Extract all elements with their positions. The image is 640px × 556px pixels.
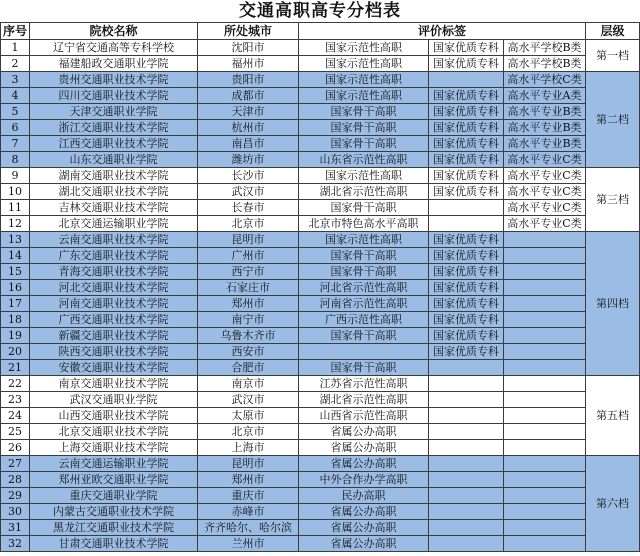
label-high-level: 高水平专业B类 — [504, 136, 586, 152]
row-number: 28 — [1, 472, 30, 488]
tier-cell: 第五档 — [586, 376, 640, 456]
label-quality: 国家优质专科 — [429, 280, 504, 296]
city-name: 兰州市 — [198, 536, 299, 552]
city-name: 福州市 — [198, 56, 299, 72]
city-name: 天津市 — [198, 104, 299, 120]
label-level: 国家骨干高职 — [299, 248, 429, 264]
table-row — [1, 488, 640, 504]
school-name: 新疆交通职业技术学院 — [30, 328, 198, 344]
header-no: 序号 — [1, 23, 30, 40]
label-high-level: 高水平专业C类 — [504, 168, 586, 184]
row-number: 2 — [1, 56, 30, 72]
label-quality: 国家优质专科 — [429, 120, 504, 136]
label-high-level — [504, 376, 586, 392]
label-quality — [429, 200, 504, 216]
school-name: 内蒙古交通职业技术学院 — [30, 504, 198, 520]
label-high-level — [504, 232, 586, 248]
table-row — [1, 40, 640, 56]
label-level: 省属公办高职 — [299, 424, 429, 440]
label-quality: 国家优质专科 — [429, 264, 504, 280]
label-quality — [429, 408, 504, 424]
school-name: 山西交通职业技术学院 — [30, 408, 198, 424]
school-name: 湖北交通职业技术学院 — [30, 184, 198, 200]
table-row — [1, 136, 640, 152]
label-level: 民办高职 — [299, 488, 429, 504]
table-row — [1, 360, 640, 376]
label-quality — [429, 72, 504, 88]
label-high-level — [504, 248, 586, 264]
row-number: 6 — [1, 120, 30, 136]
tier-cell: 第二档 — [586, 72, 640, 168]
label-high-level — [504, 312, 586, 328]
label-level: 河北省示范性高职 — [299, 280, 429, 296]
school-name: 河南交通职业技术学院 — [30, 296, 198, 312]
label-level: 广西示范性高职 — [299, 312, 429, 328]
row-number: 30 — [1, 504, 30, 520]
table-row — [1, 184, 640, 200]
table-row — [1, 312, 640, 328]
header-tier: 层级 — [586, 23, 640, 40]
label-quality: 国家优质专科 — [429, 296, 504, 312]
school-name: 黑龙江交通职业技术学院 — [30, 520, 198, 536]
label-quality — [429, 472, 504, 488]
label-high-level — [504, 472, 586, 488]
school-name: 南京交通职业技术学院 — [30, 376, 198, 392]
tier-table — [0, 22, 640, 552]
label-high-level: 高水平专业C类 — [504, 184, 586, 200]
city-name: 长春市 — [198, 200, 299, 216]
school-name: 江西交通职业技术学院 — [30, 136, 198, 152]
city-name: 赤峰市 — [198, 504, 299, 520]
tier-cell: 第四档 — [586, 232, 640, 376]
label-high-level — [504, 536, 586, 552]
label-quality: 国家优质专科 — [429, 104, 504, 120]
school-name: 广东交通职业技术学院 — [30, 248, 198, 264]
label-quality: 国家优质专科 — [429, 56, 504, 72]
table-row — [1, 328, 640, 344]
table-row — [1, 408, 640, 424]
table-row — [1, 456, 640, 472]
table-row — [1, 72, 640, 88]
city-name: 乌鲁木齐市 — [198, 328, 299, 344]
label-level: 河南省示范性高职 — [299, 296, 429, 312]
school-name: 福建船政交通职业学院 — [30, 56, 198, 72]
label-level — [299, 344, 429, 360]
city-name: 重庆市 — [198, 488, 299, 504]
table-row — [1, 536, 640, 552]
row-number: 31 — [1, 520, 30, 536]
label-quality: 国家优质专科 — [429, 328, 504, 344]
school-name: 四川交通职业技术学院 — [30, 88, 198, 104]
tier-cell: 第一档 — [586, 40, 640, 72]
row-number: 5 — [1, 104, 30, 120]
row-number: 21 — [1, 360, 30, 376]
label-quality — [429, 424, 504, 440]
label-quality — [429, 392, 504, 408]
city-name: 北京市 — [198, 216, 299, 232]
table-row — [1, 424, 640, 440]
table-row — [1, 168, 640, 184]
label-quality: 国家优质专科 — [429, 40, 504, 56]
row-number: 1 — [1, 40, 30, 56]
label-quality — [429, 376, 504, 392]
table-row — [1, 232, 640, 248]
table-row — [1, 376, 640, 392]
table-row — [1, 296, 640, 312]
row-number: 24 — [1, 408, 30, 424]
row-number: 11 — [1, 200, 30, 216]
table-title: 交通高职高专分档表 — [239, 1, 401, 21]
label-level: 国家示范性高职 — [299, 232, 429, 248]
label-level: 江苏省示范性高职 — [299, 376, 429, 392]
label-high-level: 高水平专业C类 — [504, 152, 586, 168]
school-name: 山东交通职业学院 — [30, 152, 198, 168]
label-quality — [429, 536, 504, 552]
table-row — [1, 440, 640, 456]
header-city: 所处城市 — [198, 23, 299, 40]
school-name: 广西交通职业技术学院 — [30, 312, 198, 328]
label-level: 省属公办高职 — [299, 440, 429, 456]
label-level: 省属公办高职 — [299, 504, 429, 520]
label-quality: 国家优质专科 — [429, 184, 504, 200]
label-level: 国家骨干高职 — [299, 264, 429, 280]
city-name: 潍坊市 — [198, 152, 299, 168]
label-level: 国家骨干高职 — [299, 104, 429, 120]
label-high-level: 高水平学校C类 — [504, 72, 586, 88]
label-level: 国家骨干高职 — [299, 360, 429, 376]
city-name: 武汉市 — [198, 392, 299, 408]
label-high-level: 高水平专业A类 — [504, 88, 586, 104]
label-high-level — [504, 456, 586, 472]
label-high-level — [504, 440, 586, 456]
label-high-level — [504, 392, 586, 408]
city-name: 沈阳市 — [198, 40, 299, 56]
school-name: 郑州亚欧交通职业学院 — [30, 472, 198, 488]
city-name: 南昌市 — [198, 136, 299, 152]
city-name: 齐齐哈尔、哈尔滨 — [198, 520, 299, 536]
school-name: 武汉交通职业学院 — [30, 392, 198, 408]
row-number: 12 — [1, 216, 30, 232]
table-row — [1, 152, 640, 168]
city-name: 郑州市 — [198, 472, 299, 488]
city-name: 广州市 — [198, 248, 299, 264]
label-high-level — [504, 424, 586, 440]
school-name: 贵州交通职业技术学院 — [30, 72, 198, 88]
city-name: 郑州市 — [198, 296, 299, 312]
label-quality — [429, 520, 504, 536]
city-name: 上海市 — [198, 440, 299, 456]
row-number: 9 — [1, 168, 30, 184]
label-high-level — [504, 344, 586, 360]
label-level: 省属公办高职 — [299, 520, 429, 536]
label-high-level: 高水平学校B类 — [504, 40, 586, 56]
table-row — [1, 520, 640, 536]
label-high-level — [504, 408, 586, 424]
label-level: 国家示范性高职 — [299, 40, 429, 56]
city-name: 成都市 — [198, 88, 299, 104]
row-number: 32 — [1, 536, 30, 552]
table-row — [1, 104, 640, 120]
label-quality: 国家优质专科 — [429, 248, 504, 264]
row-number: 14 — [1, 248, 30, 264]
label-high-level — [504, 328, 586, 344]
label-level: 国家骨干高职 — [299, 136, 429, 152]
label-level: 山西省示范性高职 — [299, 408, 429, 424]
row-number: 3 — [1, 72, 30, 88]
label-high-level: 高水平专业C类 — [504, 216, 586, 232]
city-name: 石家庄市 — [198, 280, 299, 296]
city-name: 长沙市 — [198, 168, 299, 184]
school-name: 青海交通职业技术学院 — [30, 264, 198, 280]
table-row — [1, 56, 640, 72]
label-high-level — [504, 520, 586, 536]
header-labels: 评价标签 — [299, 23, 586, 40]
city-name: 昆明市 — [198, 232, 299, 248]
row-number: 4 — [1, 88, 30, 104]
label-high-level — [504, 360, 586, 376]
table-row — [1, 392, 640, 408]
table-row — [1, 472, 640, 488]
row-number: 18 — [1, 312, 30, 328]
city-name: 贵阳市 — [198, 72, 299, 88]
label-high-level: 高水平专业B类 — [504, 104, 586, 120]
table-row — [1, 344, 640, 360]
school-name: 浙江交通职业技术学院 — [30, 120, 198, 136]
label-high-level: 高水平专业C类 — [504, 200, 586, 216]
table-row — [1, 216, 640, 232]
label-level: 国家示范性高职 — [299, 88, 429, 104]
table-row — [1, 120, 640, 136]
label-quality: 国家优质专科 — [429, 152, 504, 168]
row-number: 29 — [1, 488, 30, 504]
label-quality — [429, 360, 504, 376]
label-level: 国家骨干高职 — [299, 200, 429, 216]
table-row — [1, 88, 640, 104]
school-name: 陕西交通职业技术学院 — [30, 344, 198, 360]
row-number: 16 — [1, 280, 30, 296]
label-quality: 国家优质专科 — [429, 344, 504, 360]
school-name: 重庆交通职业学院 — [30, 488, 198, 504]
row-number: 10 — [1, 184, 30, 200]
label-quality: 国家优质专科 — [429, 168, 504, 184]
row-number: 13 — [1, 232, 30, 248]
row-number: 17 — [1, 296, 30, 312]
city-name: 太原市 — [198, 408, 299, 424]
table-row — [1, 504, 640, 520]
label-high-level — [504, 296, 586, 312]
school-name: 安徽交通职业技术学院 — [30, 360, 198, 376]
label-quality — [429, 504, 504, 520]
header-school: 院校名称 — [30, 23, 198, 40]
label-level: 山东省示范性高职 — [299, 152, 429, 168]
row-number: 23 — [1, 392, 30, 408]
school-name: 天津交通职业学院 — [30, 104, 198, 120]
label-high-level — [504, 504, 586, 520]
table-row — [1, 248, 640, 264]
row-number: 8 — [1, 152, 30, 168]
tier-cell: 第六档 — [586, 456, 640, 552]
label-level: 国家示范性高职 — [299, 56, 429, 72]
label-level: 省属公办高职 — [299, 536, 429, 552]
city-name: 武汉市 — [198, 184, 299, 200]
school-name: 辽宁省交通高等专科学校 — [30, 40, 198, 56]
city-name: 南宁市 — [198, 312, 299, 328]
row-number: 27 — [1, 456, 30, 472]
school-name: 云南交通职业技术学院 — [30, 232, 198, 248]
header-row — [1, 23, 640, 40]
school-name: 吉林交通职业技术学院 — [30, 200, 198, 216]
city-name: 西安市 — [198, 344, 299, 360]
row-number: 7 — [1, 136, 30, 152]
label-quality — [429, 488, 504, 504]
label-quality: 国家优质专科 — [429, 232, 504, 248]
label-high-level: 高水平专业B类 — [504, 120, 586, 136]
row-number: 25 — [1, 424, 30, 440]
label-high-level: 高水平学校B类 — [504, 56, 586, 72]
row-number: 15 — [1, 264, 30, 280]
label-level: 北京市特色高水平高职 — [299, 216, 429, 232]
table-row — [1, 200, 640, 216]
school-name: 河北交通职业技术学院 — [30, 280, 198, 296]
label-quality: 国家优质专科 — [429, 136, 504, 152]
school-name: 云南交通运输职业学院 — [30, 456, 198, 472]
label-level: 湖北省示范性高职 — [299, 392, 429, 408]
label-quality — [429, 216, 504, 232]
table-row — [1, 280, 640, 296]
label-level: 国家示范性高职 — [299, 72, 429, 88]
table-row — [1, 264, 640, 280]
city-name: 昆明市 — [198, 456, 299, 472]
school-name: 上海交通职业技术学院 — [30, 440, 198, 456]
label-quality — [429, 440, 504, 456]
row-number: 22 — [1, 376, 30, 392]
label-high-level — [504, 488, 586, 504]
label-level: 国家示范性高职 — [299, 168, 429, 184]
label-high-level — [504, 280, 586, 296]
city-name: 合肥市 — [198, 360, 299, 376]
tier-cell: 第三档 — [586, 168, 640, 232]
label-quality: 国家优质专科 — [429, 312, 504, 328]
row-number: 20 — [1, 344, 30, 360]
label-level: 中外合作办学高职 — [299, 472, 429, 488]
row-number: 26 — [1, 440, 30, 456]
city-name: 南京市 — [198, 376, 299, 392]
row-number: 19 — [1, 328, 30, 344]
school-name: 甘肃交通职业技术学院 — [30, 536, 198, 552]
school-name: 北京交通运输职业学院 — [30, 216, 198, 232]
label-level: 国家骨干高职 — [299, 120, 429, 136]
label-high-level — [504, 264, 586, 280]
school-name: 北京交通职业技术学院 — [30, 424, 198, 440]
city-name: 杭州市 — [198, 120, 299, 136]
label-level: 国家骨干高职 — [299, 328, 429, 344]
label-level: 省属公办高职 — [299, 456, 429, 472]
label-level: 湖北省示范性高职 — [299, 184, 429, 200]
school-name: 湖南交通职业技术学院 — [30, 168, 198, 184]
label-quality — [429, 456, 504, 472]
city-name: 北京市 — [198, 424, 299, 440]
label-quality: 国家优质专科 — [429, 88, 504, 104]
city-name: 西宁市 — [198, 264, 299, 280]
